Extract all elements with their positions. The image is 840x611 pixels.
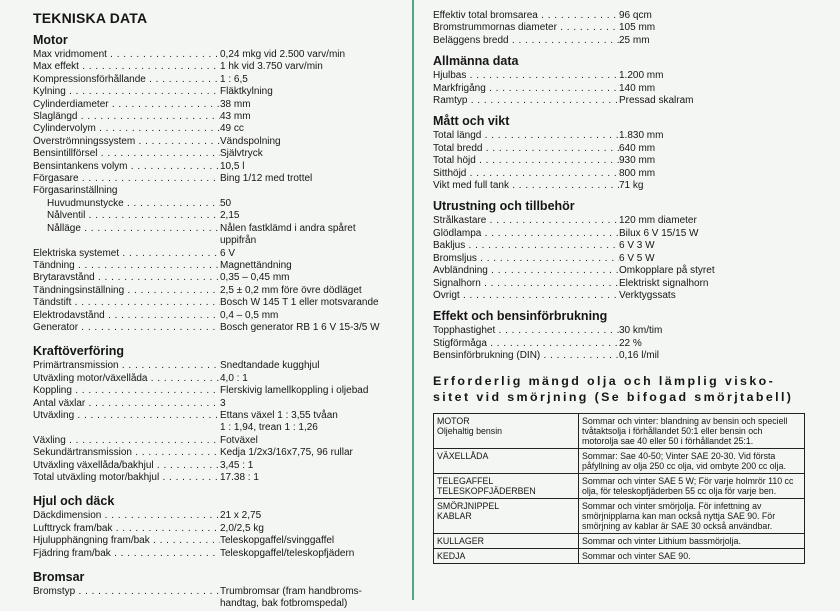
spec-label: Växling . . . — [33, 435, 220, 447]
spec-value: 25 mm — [619, 34, 650, 46]
spec-label: Elektriska systemet . . . — [33, 248, 220, 260]
spec-row — [33, 410, 403, 435]
spec-value: 0,35 – 0,45 mm — [220, 272, 290, 284]
spec-value: 0,4 – 0,5 mm — [220, 309, 279, 321]
spec-label: Kylning . . . — [33, 86, 220, 98]
spec-value: 1 hk vid 3.750 varv/min — [220, 61, 323, 73]
spec-row — [33, 535, 403, 547]
spec-row — [33, 49, 403, 61]
spec-value-continued: uppifrån — [220, 235, 257, 247]
spec-value-continued: handtag, bak fotbromspedal) — [220, 598, 348, 610]
spec-label: Bromstyp . . . — [33, 586, 220, 611]
lubrication-item — [434, 448, 579, 473]
spec-row — [433, 95, 813, 107]
spec-label: Huvudmunstycke . . . — [33, 198, 220, 210]
left-column — [33, 10, 403, 611]
section-heading-utrustning: Utrustning och tillbehör — [433, 199, 575, 214]
spec-label: Bakljus . . . — [433, 240, 619, 252]
spec-value: 22 % — [619, 337, 642, 349]
lubrication-spec: Sommar och vinter: blandning av bensin och speciell tvåtaktsolja i förhållandet 50:1 eller bensin och motorolja sae 40 eller 50 i förhållandet 25:1. — [579, 413, 805, 448]
spec-value: 6 V 3 W — [619, 240, 655, 252]
spec-value: Självtryck — [220, 148, 263, 160]
spec-label: Total bredd . . . — [433, 143, 619, 155]
spec-value: Ettans växel 1 : 3,55 tvåan 1 : 1,94, trean 1 : 1,26 — [220, 410, 403, 435]
spec-row — [433, 325, 813, 337]
spec-row — [433, 130, 813, 142]
spec-row — [433, 215, 813, 227]
spec-label: Signalhorn . . . — [433, 278, 619, 290]
spec-row — [33, 385, 403, 397]
spec-row — [433, 10, 813, 22]
section-heading-kraft: Kraftöverföring — [33, 344, 124, 359]
spec-row — [33, 248, 403, 260]
spec-value: Omkopplare på styret — [619, 265, 715, 277]
spec-label: Nålläge . . . — [33, 223, 220, 248]
spec-label: Strålkastare . . . — [433, 215, 619, 227]
spec-label: Generator . . . — [33, 322, 220, 334]
spec-row — [33, 586, 403, 611]
spec-value: 1.830 mm — [619, 130, 664, 142]
spec-row — [33, 310, 403, 322]
spec-label: Nålventil . . . — [33, 210, 220, 222]
lubrication-spec: Sommar: Sae 40-50; Vinter SAE 20-30. Vid första påfyllning av olja 250 cc olja, vid ombyte 200 cc olja. — [579, 448, 805, 473]
spec-value: 2,5 ± 0,2 mm före övre dödläget — [220, 284, 362, 296]
section-heading-matt: Mått och vikt — [433, 114, 510, 129]
spec-label: Antal växlar . . . — [33, 398, 220, 410]
spec-label: Bensintankens volym . . . — [33, 161, 220, 173]
lubrication-item — [434, 473, 579, 498]
spec-row — [33, 111, 403, 123]
section-heading-allmanna: Allmänna data — [433, 54, 519, 69]
lubrication-item — [434, 533, 579, 548]
spec-row — [33, 447, 403, 459]
table-row — [434, 473, 805, 498]
spec-label: Sekundärtransmission . . . — [33, 447, 220, 459]
spec-row — [33, 322, 403, 334]
table-row — [434, 533, 805, 548]
spec-row — [433, 22, 813, 34]
lubrication-item-name: VÄXELLÅDA — [437, 450, 489, 461]
spec-row — [33, 198, 403, 210]
spec-value: 800 mm — [619, 167, 656, 179]
spec-row — [433, 83, 813, 95]
spec-value: 0,16 l/mil — [619, 350, 660, 362]
spec-label: Sitthöjd . . . — [433, 168, 619, 180]
spec-value: Teleskopgaffel/teleskopfjädern — [220, 547, 355, 559]
spec-value: 3 — [220, 397, 226, 409]
spec-label: Max vridmoment . . . — [33, 49, 220, 61]
spec-row — [433, 70, 813, 82]
spec-row — [33, 523, 403, 535]
spec-label: Total längd . . . — [433, 130, 619, 142]
spec-value: 38 mm — [220, 98, 251, 110]
spec-value: 1.200 mm — [619, 70, 664, 82]
spec-row — [33, 460, 403, 472]
spec-value: Bilux 6 V 15/15 W — [619, 227, 699, 239]
spec-label: Utväxling . . . — [33, 410, 220, 435]
spec-label: Brytaravstånd . . . — [33, 272, 220, 284]
spec-label: Utväxling motor/växellåda . . . — [33, 373, 220, 385]
spec-label: Bensinförbrukning (DIN) . . . — [433, 350, 619, 362]
table-row — [434, 548, 805, 563]
spec-label: Däckdimension . . . — [33, 510, 220, 522]
lubrication-item-sub: Oljehaltig bensin — [437, 425, 503, 436]
spec-label: Stigförmåga . . . — [433, 338, 619, 350]
spec-label: Kompressionsförhållande . . . — [33, 74, 220, 86]
table-row — [434, 448, 805, 473]
spec-value: 10,5 l — [220, 160, 245, 172]
section-heading-motor: Motor — [33, 33, 68, 47]
lubrication-spec: Sommar och vinter smörjolja. För infettning av smörjnipplarna kan man också nyttja SAE 90. För smörjning av kablar är SAE 30 också användbar. — [579, 498, 805, 533]
spec-row — [33, 360, 403, 372]
table-row — [434, 413, 805, 448]
spec-value: Flerskivig lamellkoppling i oljebad — [220, 385, 369, 397]
spec-value: Bing 1/12 med trottel — [220, 173, 313, 185]
spec-row — [33, 74, 403, 86]
spec-value: Verktygssats — [619, 289, 676, 301]
spec-row — [33, 548, 403, 560]
spec-value: 4,0 : 1 — [220, 372, 248, 384]
spec-label: Bensintillförsel . . . — [33, 148, 220, 160]
spec-row — [33, 61, 403, 73]
spec-value: Bosch W 145 T 1 eller motsvarande — [220, 297, 379, 309]
spec-label: Cylindervolym . . . — [33, 123, 220, 135]
spec-row — [433, 180, 813, 192]
lubrication-table — [433, 413, 805, 564]
spec-value: 0,24 mkg vid 2.500 varv/min — [220, 49, 346, 60]
spec-label: Effektiv total bromsarea . . . — [433, 10, 619, 22]
spec-row — [33, 260, 403, 272]
section-heading-bromsar: Bromsar — [33, 570, 85, 585]
spec-label: Utväxling växellåda/bakhjul . . . — [33, 460, 220, 472]
lubrication-item — [434, 498, 579, 533]
spec-label: Förgasarinställning — [33, 185, 118, 197]
spec-label: Primärtransmission . . . — [33, 360, 220, 372]
spec-value: 71 kg — [619, 180, 644, 192]
spec-row — [433, 253, 813, 265]
spec-row — [33, 435, 403, 447]
spec-row — [433, 278, 813, 290]
spec-label: Bromsljus . . . — [433, 253, 619, 265]
spec-label: Övrigt . . . — [433, 290, 619, 302]
spec-label: Elektrodavstånd . . . — [33, 310, 220, 322]
spec-row — [33, 373, 403, 385]
spec-row — [33, 398, 403, 410]
spec-value: Fläktkylning — [220, 86, 273, 98]
spec-row — [433, 35, 813, 47]
spec-label: Slaglängd . . . — [33, 111, 220, 123]
lubrication-heading-line-1: Erforderlig mängd olja och lämplig visko- — [433, 373, 776, 388]
spec-row — [433, 168, 813, 180]
spec-row — [433, 265, 813, 277]
spec-label: Fjädring fram/bak . . . — [33, 548, 220, 560]
spec-row — [433, 338, 813, 350]
spec-label: Total utväxling motor/bakhjul . . . — [33, 472, 220, 484]
spec-value: 30 km/tim — [619, 325, 663, 337]
spec-value: 105 mm — [619, 22, 656, 34]
spec-row — [33, 99, 403, 111]
spec-value: Snedtandade kugghjul — [220, 360, 320, 372]
spec-value: 96 qcm — [619, 10, 652, 21]
spec-value-continued: 1 : 1,94, trean 1 : 1,26 — [220, 422, 318, 434]
lubrication-item-sub: KABLAR — [437, 510, 472, 521]
spec-value: 2,0/2,5 kg — [220, 522, 264, 534]
spec-label: Cylinderdiameter . . . — [33, 99, 220, 111]
spec-value: 3,45 : 1 — [220, 459, 254, 471]
spec-label: Vikt med full tank . . . — [433, 180, 619, 192]
spec-value: 640 mm — [619, 142, 656, 154]
spec-label: Tändstift . . . — [33, 297, 220, 309]
spec-label: Hjulbas . . . — [433, 70, 619, 82]
spec-label: Beläggens bredd . . . — [433, 35, 619, 47]
column-divider — [412, 0, 414, 600]
spec-value: Magnettändning — [220, 259, 292, 271]
spec-row — [433, 350, 813, 362]
spec-label: Tändning . . . — [33, 260, 220, 272]
spec-value: 120 mm diameter — [619, 215, 697, 227]
spec-row — [433, 290, 813, 302]
spec-value: 49 cc — [220, 123, 244, 135]
section-heading-effekt: Effekt och bensinförbrukning — [433, 309, 608, 324]
spec-label: Överströmningssystem . . . — [33, 136, 220, 148]
lubrication-item-name: TELEGAFFEL — [437, 475, 494, 486]
spec-row — [33, 123, 403, 135]
lubrication-spec: Sommar och vinter SAE 5 W; För varje holmrör 110 cc olja, för teleskopfjäderben 55 cc olja för varje ben. — [579, 473, 805, 498]
page-title: TEKNISKA DATA — [33, 10, 148, 26]
lubrication-item — [434, 548, 579, 563]
spec-row — [33, 173, 403, 185]
lubrication-item-name: KULLAGER — [437, 535, 484, 546]
spec-row — [33, 185, 403, 197]
lubrication-spec: Sommar och vinter Lithium bassmörjolja. — [579, 533, 805, 548]
spec-label: Lufttryck fram/bak . . . — [33, 523, 220, 535]
spec-label: Bromstrummornas diameter . . . — [433, 22, 619, 34]
spec-row — [433, 228, 813, 240]
spec-value: 43 mm — [220, 111, 251, 123]
spec-row — [33, 86, 403, 98]
spec-value: 6 V — [220, 247, 236, 259]
spec-value: Fotväxel — [220, 434, 258, 446]
spec-value: Elektriskt signalhorn — [619, 277, 709, 289]
lubrication-item-name: MOTOR — [437, 415, 470, 426]
spec-label: Ramtyp . . . — [433, 95, 619, 107]
spec-row — [33, 510, 403, 522]
spec-row — [33, 136, 403, 148]
spec-value: 21 x 2,75 — [220, 510, 262, 522]
spec-row — [33, 272, 403, 284]
spec-row — [33, 210, 403, 222]
spec-row — [33, 223, 403, 248]
lubrication-item — [434, 413, 579, 448]
spec-value: Kedja 1/2x3/16x7,75, 96 rullar — [220, 447, 353, 459]
spec-value: 2,15 — [220, 210, 240, 222]
spec-label: Glödlampa . . . — [433, 228, 619, 240]
lubrication-item-name: KEDJA — [437, 550, 466, 561]
lubrication-heading-line-2: sitet vid smörjning (Se bifogad smörjtabell) — [433, 389, 794, 404]
spec-value: Vändspolning — [220, 135, 281, 147]
spec-value: 140 mm — [619, 82, 656, 94]
spec-value: 6 V 5 W — [619, 252, 655, 264]
table-row — [434, 498, 805, 533]
spec-row — [33, 285, 403, 297]
spec-row — [433, 240, 813, 252]
spec-label: Hjulupphängning fram/bak . . . — [33, 535, 220, 547]
spec-row — [33, 148, 403, 160]
spec-label: Avbländning . . . — [433, 265, 619, 277]
spec-value: 50 — [220, 197, 232, 209]
spec-row — [33, 161, 403, 173]
spec-value: Pressad skalram — [619, 95, 694, 107]
spec-label: Total höjd . . . — [433, 155, 619, 167]
spec-label: Koppling . . . — [33, 385, 220, 397]
spec-label: Tändningsinställning . . . — [33, 285, 220, 297]
spec-value: Bosch generator RB 1 6 V 15-3/5 W — [220, 321, 380, 333]
spec-label: Förgasare . . . — [33, 173, 220, 185]
lubrication-item-name: SMÖRJNIPPEL — [437, 500, 500, 511]
spec-row — [433, 155, 813, 167]
spec-row — [33, 297, 403, 309]
spec-row — [33, 472, 403, 484]
spec-label: Topphastighet . . . — [433, 325, 619, 337]
lubrication-spec: Sommar och vinter SAE 90. — [579, 548, 805, 563]
right-column — [433, 10, 813, 564]
spec-value: Nålen fastklämd i andra spåret uppifrån — [220, 223, 403, 248]
spec-value: Trumbromsar (fram handbroms- handtag, bak fotbromspedal) — [220, 586, 403, 611]
spec-row — [433, 143, 813, 155]
section-heading-hjul: Hjul och däck — [33, 494, 115, 509]
spec-label: Markfrigång . . . — [433, 83, 619, 95]
spec-value: 1 : 6,5 — [220, 73, 248, 85]
spec-value: Teleskopgaffel/svinggaffel — [220, 535, 335, 547]
spec-value: 930 mm — [619, 155, 656, 167]
spec-value: 17.38 : 1 — [220, 472, 259, 483]
spec-label: Max effekt . . . — [33, 61, 220, 73]
lubrication-item-sub: TELESKOPFJÄDERBEN — [437, 485, 536, 496]
